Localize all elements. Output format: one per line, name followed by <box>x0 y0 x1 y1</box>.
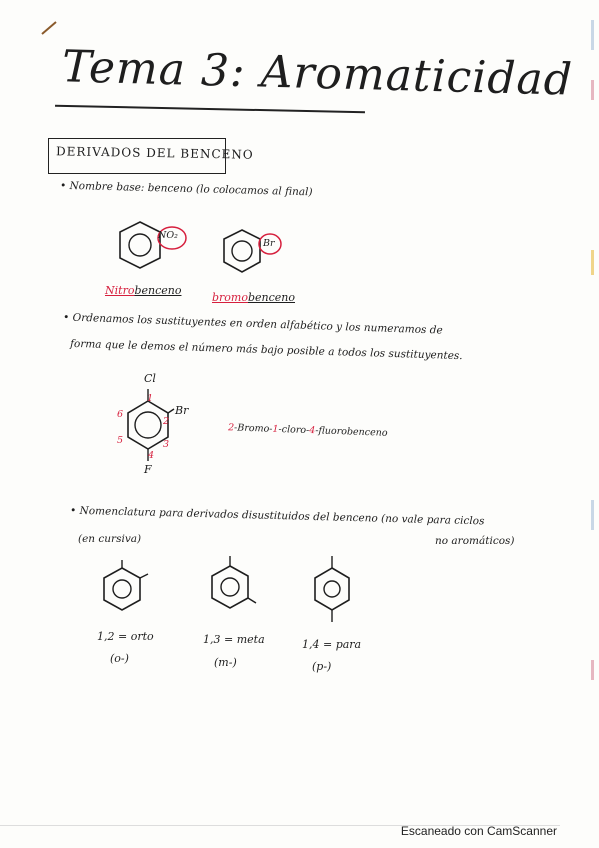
name-locant-4: 4 <box>309 425 316 437</box>
meta-structure <box>208 556 268 626</box>
fluoro-atom: F <box>144 463 152 476</box>
position-5: 5 <box>117 435 124 446</box>
name-fluorobenceno: -fluorobenceno <box>315 425 388 439</box>
page-title: Tema 3: Aromaticidad <box>61 41 574 106</box>
nitrobenzene-structure <box>112 218 192 288</box>
position-2: 2 <box>163 416 170 427</box>
nitro-substituent: NO₂ <box>158 230 178 241</box>
trisubstituted-name <box>228 422 388 439</box>
para-abbr: (p-) <box>312 660 332 673</box>
para-label: 1,4 = para <box>302 638 362 651</box>
nitro-root: benceno <box>134 284 182 297</box>
section-heading: DERIVADOS DEL BENCENO <box>55 144 254 162</box>
bullet-disubstituted-line1: • Nomenclatura para derivados disustituidos del benceno (no vale para ciclos <box>69 504 485 528</box>
pen-stroke-icon <box>40 18 60 38</box>
name-locant-2: 2 <box>227 422 235 434</box>
position-3: 3 <box>163 439 170 450</box>
position-1: 1 <box>147 393 154 404</box>
bromo-atom: Br <box>175 404 189 417</box>
bullet-order-line1: • Ordenamos los sustituyentes en orden alfabético y los numeramos de <box>62 311 443 337</box>
chloro-atom: Cl <box>144 372 156 385</box>
name-locant-1: 1 <box>272 423 279 435</box>
para-structure <box>312 556 362 636</box>
meta-abbr: (m-) <box>214 656 237 669</box>
bullet-base-name: • Nombre base: benceno (lo colocamos al final) <box>59 179 313 199</box>
bullet-order-line2: forma que le demos el número más bajo posible a todos los sustituyentes. <box>69 337 463 363</box>
bromo-prefix: bromo <box>212 291 248 304</box>
bullet-disubstituted-line3: no aromáticos) <box>435 535 515 547</box>
nitro-prefix: Nitro <box>105 284 135 297</box>
title-underline <box>55 105 365 113</box>
name-cloro: -cloro- <box>278 423 310 437</box>
position-4: 4 <box>148 450 155 461</box>
position-6: 6 <box>117 409 124 420</box>
ortho-label: 1,2 = orto <box>97 630 154 643</box>
bromobenzene-name <box>212 291 295 304</box>
bromo-substituent: Br <box>263 238 275 249</box>
scanner-watermark: Escaneado con CamScanner <box>400 824 557 838</box>
bullet-disubstituted-line2: (en cursiva) <box>78 533 142 545</box>
ortho-abbr: (o-) <box>110 652 129 665</box>
bromo-root: benceno <box>247 291 295 304</box>
bromobenzene-structure <box>222 226 302 286</box>
nitrobenzene-name <box>105 284 181 297</box>
meta-label: 1,3 = meta <box>203 633 265 646</box>
page-edge-marks <box>591 20 595 820</box>
ortho-structure <box>100 562 160 622</box>
trisubstituted-benzene-structure <box>118 385 198 485</box>
name-bromo: -Bromo- <box>233 422 273 435</box>
